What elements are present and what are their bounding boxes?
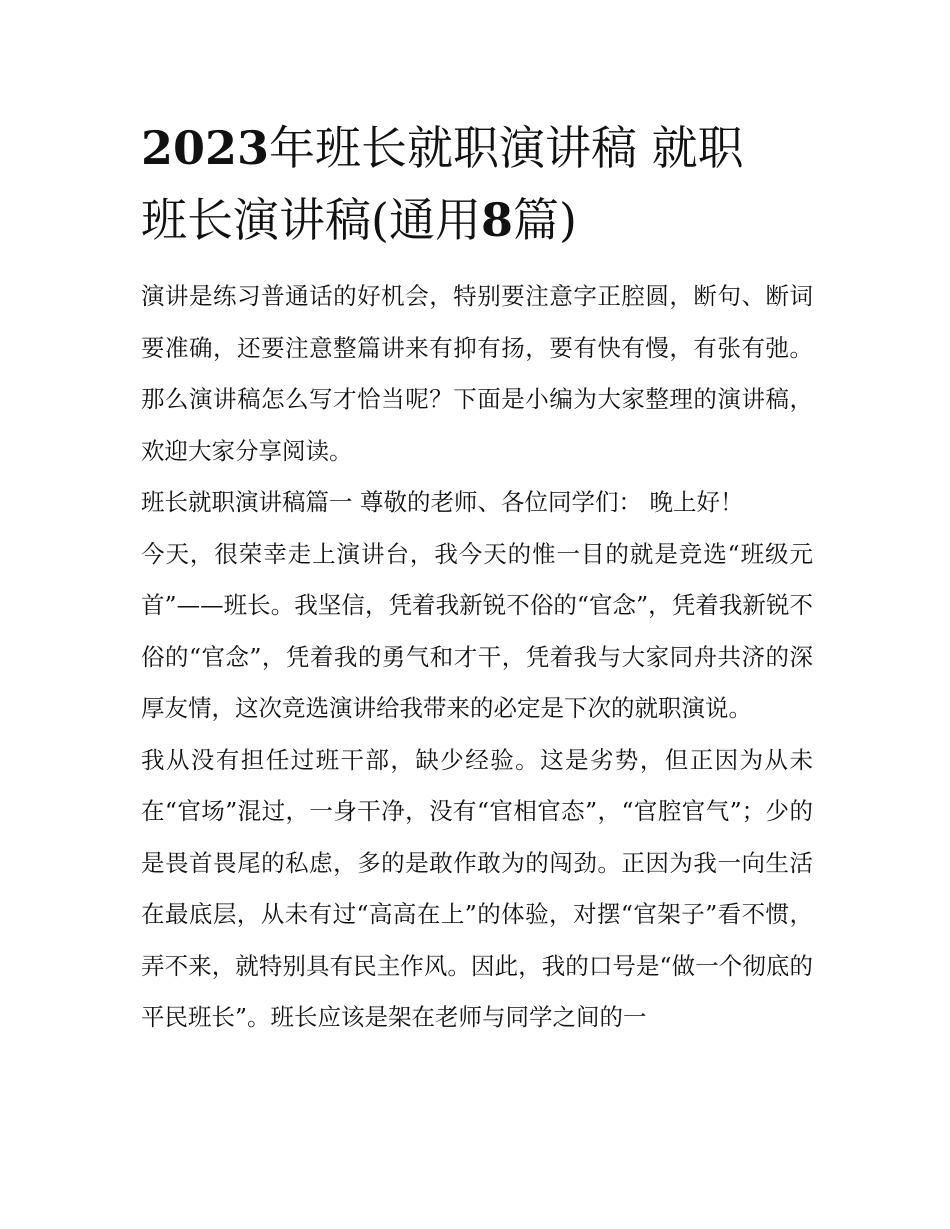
document-body	[141, 271, 813, 1044]
document-title	[141, 112, 813, 256]
title-count: 8	[480, 193, 513, 247]
paragraph-greeting: 班长就职演讲稿篇一 尊敬的老师、各位同学们： 晚上好！	[141, 488, 744, 516]
paragraph-experience: 我从没有担任过班干部，缺少经验。这是劣势，但正因为从未在“官场”混过，一身干净，没有“官相官态”，“官腔官气”；少的是畏首畏尾的私虑，多的是敢作敢为的闯劲。正因为我一向生活在最底层，从未有过“高高在上”的体验，对摆“官架子”看不惯，弄不来，就特别具有民主作风。因此，我的口号是“做一个彻底的平民班长”。班长应该是架在老师与同学之间的一	[141, 745, 813, 1031]
title-line-1: 2023年班长就职演讲稿 就职	[141, 121, 744, 175]
paragraph-intro: 演讲是练习普通话的好机会，特别要注意字正腔圆，断句、断词要准确，还要注意整篇讲来有抑有扬，要有快有慢，有张有弛。那么演讲稿怎么写才恰当呢？下面是小编为大家整理的演讲稿，欢迎大家分享阅读。	[141, 282, 813, 465]
paragraph-opening: 今天，很荣幸走上演讲台，我今天的惟一目的就是竞选“班级元首”——班长。我坚信，凭着我新锐不俗的“官念”，凭着我新锐不俗的“官念”，凭着我的勇气和才干，凭着我与大家同舟共济的深厚友情，这次竞选演讲给我带来的必定是下次的就职演说。	[141, 539, 813, 722]
document-page	[141, 112, 813, 1044]
title-line-2: 班长演讲稿(通用8篇)	[141, 193, 577, 247]
title-year: 2023	[141, 121, 270, 175]
